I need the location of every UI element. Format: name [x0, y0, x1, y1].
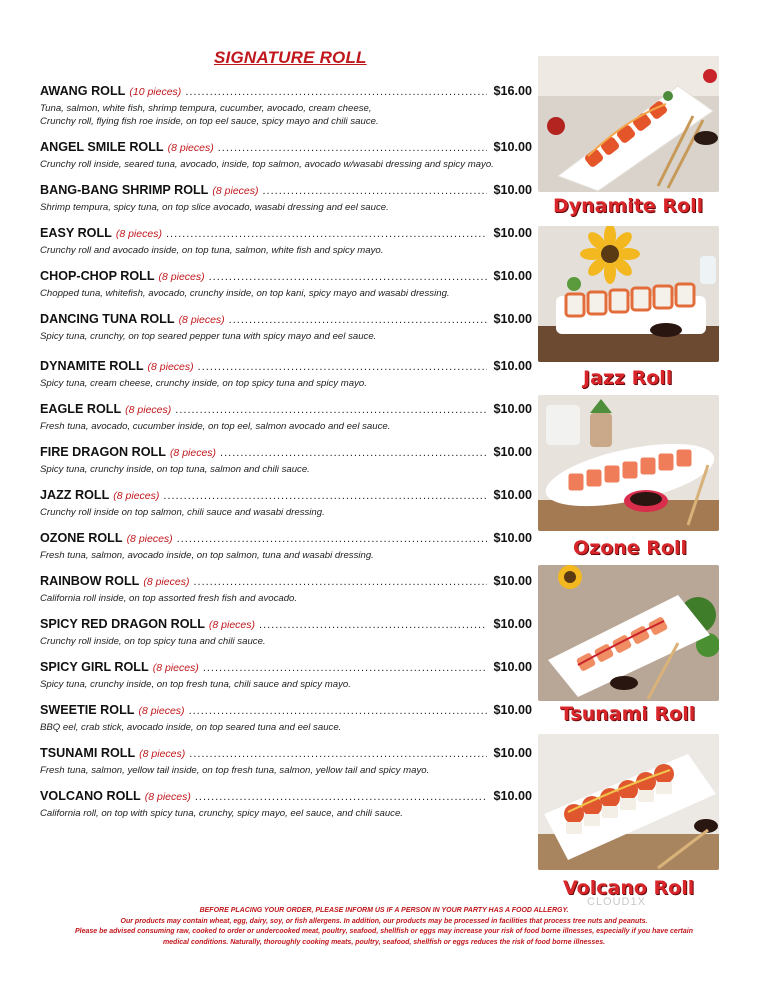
item-description: Crunchy roll inside, on top spicy tuna and chili sauce. [40, 636, 266, 647]
item-description: BBQ eel, crab stick, avocado inside, on top seared tuna and eel sauce. [40, 722, 342, 733]
item-name: TSUNAMI ROLL [40, 746, 136, 760]
dot-leader [259, 619, 487, 631]
menu-item-jazz [40, 488, 532, 519]
item-pieces: (8 pieces) [212, 185, 259, 197]
item-price: $10.00 [493, 660, 532, 674]
item-pieces: (8 pieces) [158, 271, 205, 283]
disclaimer-line: Please be advised consuming raw, cooked to order or undercooked meat, poultry, seafood, shellfish or eggs may increase your risk of food borne illnesses, especially if you have certain [74, 928, 693, 935]
menu-item-eagle [40, 402, 532, 433]
dot-leader [189, 748, 487, 760]
item-name: SPICY RED DRAGON ROLL [40, 617, 205, 631]
item-pieces: (8 pieces) [126, 533, 173, 545]
allergy-disclaimer [20, 906, 748, 948]
dot-leader [203, 662, 488, 674]
item-price: $10.00 [493, 746, 532, 760]
menu-item-spicy-red-dragon [40, 617, 532, 648]
item-price: $10.00 [493, 226, 532, 240]
menu-item-fire-dragon [40, 445, 532, 476]
dot-leader [218, 142, 488, 154]
menu-item-awang [40, 84, 532, 128]
item-price: $10.00 [493, 445, 532, 459]
menu-item-bang-bang-shrimp [40, 183, 532, 214]
item-description: Spicy tuna, crunchy inside, on top tuna, salmon and chili sauce. [40, 464, 310, 475]
menu-item-rainbow [40, 574, 532, 605]
item-pieces: (8 pieces) [139, 748, 186, 760]
dot-leader [209, 271, 488, 283]
menu-item-spicy-girl [40, 660, 532, 691]
item-price: $10.00 [493, 183, 532, 197]
item-name: DYNAMITE ROLL [40, 359, 144, 373]
menu-item-angel-smile [40, 140, 532, 171]
menu-item-tsunami [40, 746, 532, 777]
item-name: VOLCANO ROLL [40, 789, 141, 803]
item-price: $10.00 [493, 140, 532, 154]
photo-caption: Volcano Roll [563, 877, 695, 899]
menu-item-volcano [40, 789, 532, 820]
item-pieces: (8 pieces) [143, 576, 190, 588]
item-price: $10.00 [493, 269, 532, 283]
item-name: BANG-BANG SHRIMP ROLL [40, 183, 209, 197]
volcano-roll-photo [538, 734, 719, 870]
item-price: $10.00 [493, 789, 532, 803]
photo-caption: Ozone Roll [573, 537, 687, 559]
item-pieces: (8 pieces) [125, 404, 172, 416]
item-name: AWANG ROLL [40, 84, 126, 98]
item-price: $10.00 [493, 312, 532, 326]
item-price: $16.00 [493, 84, 532, 98]
item-description: Fresh tuna, salmon, yellow tail inside, on top fresh tuna, salmon, yellow tail and spicy mayo. [40, 765, 430, 776]
disclaimer-line: BEFORE PLACING YOUR ORDER, PLEASE INFORM US IF A PERSON IN YOUR PARTY HAS A FOOD ALLERGY. [199, 907, 569, 914]
item-price: $10.00 [493, 488, 532, 502]
dot-leader [189, 705, 488, 717]
item-name: ANGEL SMILE ROLL [40, 140, 164, 154]
item-name: SWEETIE ROLL [40, 703, 135, 717]
dot-leader [175, 404, 487, 416]
menu-item-easy [40, 226, 532, 257]
dot-leader [195, 791, 488, 803]
item-pieces: (8 pieces) [113, 490, 160, 502]
item-description: Spicy tuna, cream cheese, crunchy inside, on top spicy tuna and spicy mayo. [40, 378, 367, 389]
ozone-roll-photo [538, 395, 719, 531]
photo-caption: Jazz Roll [583, 367, 673, 389]
item-description: Crunchy roll, flying fish roe inside, on top eel sauce, spicy mayo and chili sauce. [40, 116, 379, 127]
item-description: Shrimp tempura, spicy tuna, on top slice avocado, wasabi dressing and eel sauce. [40, 202, 389, 213]
dot-leader [185, 86, 487, 98]
dot-leader [263, 185, 488, 197]
jazz-roll-photo [538, 226, 719, 362]
item-price: $10.00 [493, 359, 532, 373]
item-name: JAZZ ROLL [40, 488, 110, 502]
dot-leader [177, 533, 488, 545]
photo-caption: Dynamite Roll [553, 195, 704, 217]
item-description: Crunchy roll inside, seared tuna, avocado, inside, top salmon, avocado w/wasabi dressing and spicy mayo. [40, 159, 494, 170]
menu-title: SIGNATURE ROLL [214, 48, 367, 67]
item-description: Crunchy roll and avocado inside, on top tuna, salmon, white fish and spicy mayo. [40, 245, 384, 256]
item-price: $10.00 [493, 531, 532, 545]
item-pieces: (8 pieces) [152, 662, 199, 674]
item-name: EAGLE ROLL [40, 402, 122, 416]
item-description: California roll inside, on top assorted fresh fish and avocado. [40, 593, 298, 604]
item-name: RAINBOW ROLL [40, 574, 140, 588]
item-description: Fresh tuna, salmon, avocado inside, on top salmon, tuna and wasabi dressing. [40, 550, 374, 561]
disclaimer-line: medical conditions. Naturally, thoroughly cooking meats, poultry, seafood, shellfish or eggs reduces the risk of food borne illnesses. [162, 938, 606, 946]
dot-leader [166, 228, 488, 240]
item-description: Tuna, salmon, white fish, shrimp tempura, cucumber, avocado, cream cheese, [40, 103, 372, 114]
disclaimer-line: Our products may contain wheat, egg, dairy, soy, or fish allergens. In addition, our products may be processed in facilities that process tree nuts and peanuts. [120, 917, 648, 925]
dot-leader [163, 490, 487, 502]
dot-leader [193, 576, 487, 588]
item-name: OZONE ROLL [40, 531, 123, 545]
item-description: Spicy tuna, crunchy inside, on top fresh tuna, chili sauce and spicy mayo. [40, 679, 351, 690]
item-pieces: (8 pieces) [178, 314, 225, 326]
dot-leader [198, 361, 488, 373]
dot-leader [229, 314, 488, 326]
item-pieces: (8 pieces) [167, 142, 214, 154]
item-description: Spicy tuna, crunchy, on top seared pepper tuna with spicy mayo and eel sauce. [40, 331, 377, 342]
item-pieces: (8 pieces) [144, 791, 191, 803]
item-pieces: (10 pieces) [129, 86, 182, 98]
item-name: DANCING TUNA ROLL [40, 312, 175, 326]
item-pieces: (8 pieces) [208, 619, 256, 631]
item-price: $10.00 [493, 703, 532, 717]
menu-item-dancing-tuna [40, 312, 532, 343]
item-price: $10.00 [493, 617, 532, 631]
dynamite-roll-photo [538, 56, 719, 192]
photo-caption: Tsunami Roll [560, 703, 696, 725]
item-description: California roll, on top with spicy tuna, crunchy, spicy mayo, eel sauce, and chili sauce. [40, 808, 403, 819]
item-price: $10.00 [493, 574, 532, 588]
item-pieces: (8 pieces) [138, 705, 185, 717]
menu-item-sweetie [40, 703, 532, 734]
item-description: Fresh tuna, avocado, cucumber inside, on top eel, salmon avocado and eel sauce. [40, 421, 391, 432]
item-name: FIRE DRAGON ROLL [40, 445, 166, 459]
menu-item-dynamite [40, 359, 532, 390]
item-price: $10.00 [493, 402, 532, 416]
menu-item-chop-chop [40, 269, 532, 300]
tsunami-roll-photo [538, 565, 719, 701]
item-pieces: (8 pieces) [115, 228, 162, 240]
item-pieces: (8 pieces) [147, 361, 194, 373]
item-name: SPICY GIRL ROLL [40, 660, 149, 674]
item-pieces: (8 pieces) [169, 447, 217, 459]
item-description: Crunchy roll inside on top salmon, chili sauce and wasabi dressing. [40, 507, 325, 518]
dot-leader [220, 447, 487, 459]
item-name: EASY ROLL [40, 226, 112, 240]
menu-item-ozone [40, 531, 532, 562]
item-name: CHOP-CHOP ROLL [40, 269, 155, 283]
watermark: CLOUD1X [587, 896, 646, 908]
item-description: Chopped tuna, whitefish, avocado, crunchy inside, on top kani, spicy mayo and wasabi dressing. [40, 288, 450, 299]
